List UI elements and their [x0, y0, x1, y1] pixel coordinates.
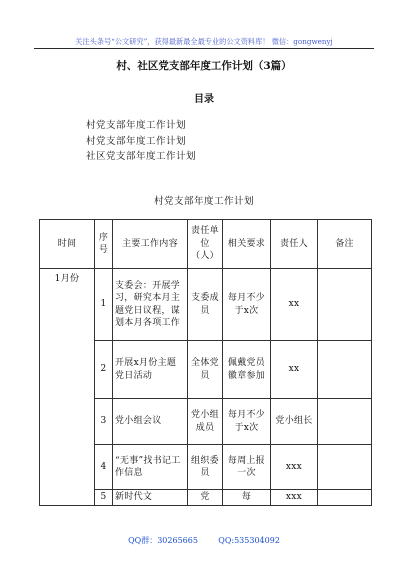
footer-qq-group: QQ群：30265665 [128, 536, 198, 545]
header-seq: 序号 [95, 220, 113, 269]
table-of-contents [86, 118, 196, 165]
header-remark: 备注 [318, 220, 372, 269]
row-remark [318, 490, 372, 506]
row-content: 开展x月份主题党日活动 [113, 341, 188, 399]
row-content: “无事”找书记工作信息 [113, 445, 188, 490]
table-header-row [40, 220, 372, 269]
month-cell: 1月份 [40, 269, 95, 506]
row-person: 党小组长 [271, 399, 318, 445]
work-plan-table [39, 219, 372, 506]
row-remark [318, 269, 372, 341]
row-unit: 组织委员 [188, 445, 223, 490]
row-unit: 支委成员 [188, 269, 223, 341]
row-requirement: 佩戴党员徽章参加 [223, 341, 271, 399]
toc-item-2[interactable]: 村党支部年度工作计划 [86, 135, 187, 147]
header-unit: 责任单位（人） [188, 220, 223, 269]
row-person: xx [271, 341, 318, 399]
document-title: 村、社区党支部年度工作计划（3篇） [116, 60, 292, 72]
toc-heading: 目录 [194, 94, 214, 105]
row-seq: 4 [95, 445, 113, 490]
row-seq: 3 [95, 399, 113, 445]
row-content: 党小组会议 [113, 399, 188, 445]
row-unit: 党小组成员 [188, 399, 223, 445]
row-unit: 党 [188, 490, 223, 506]
row-unit: 全体党员 [188, 341, 223, 399]
row-requirement: 每周上报一次 [223, 445, 271, 490]
row-seq: 2 [95, 341, 113, 399]
footer-qq: QQ:535304092 [218, 536, 280, 545]
row-remark [318, 445, 372, 490]
header-person: 责任人 [271, 220, 318, 269]
header-time: 时间 [40, 220, 95, 269]
row-requirement: 每 [223, 490, 271, 506]
row-person: xxx [271, 490, 318, 506]
row-remark [318, 399, 372, 445]
row-seq: 1 [95, 269, 113, 341]
toc-item-3[interactable]: 社区党支部年度工作计划 [86, 151, 197, 162]
row-person: xx [271, 269, 318, 341]
toc-item-1[interactable]: 村党支部年度工作计划 [86, 120, 187, 131]
row-content: 支委会：开展学习，研究本月主题党日议程，谋划本月各项工作 [113, 269, 188, 341]
row-requirement: 每月不少于x次 [223, 269, 271, 341]
row-content: 新时代文 [113, 490, 188, 506]
section-title: 村党支部年度工作计划 [153, 196, 254, 207]
row-seq: 5 [95, 490, 113, 506]
header-requirement: 相关要求 [223, 220, 271, 269]
header-divider [34, 48, 374, 49]
header-content: 主要工作内容 [113, 220, 188, 269]
header-promo-note: 关注头条号“公文研究”，获得最新最全最专业的公文资料库！ 微信：gongwenyj [75, 37, 333, 46]
table-row [40, 269, 372, 341]
row-requirement: 每月不少于x次 [223, 399, 271, 445]
row-remark [318, 341, 372, 399]
row-person: xxx [271, 445, 318, 490]
footer-contact [0, 535, 408, 546]
